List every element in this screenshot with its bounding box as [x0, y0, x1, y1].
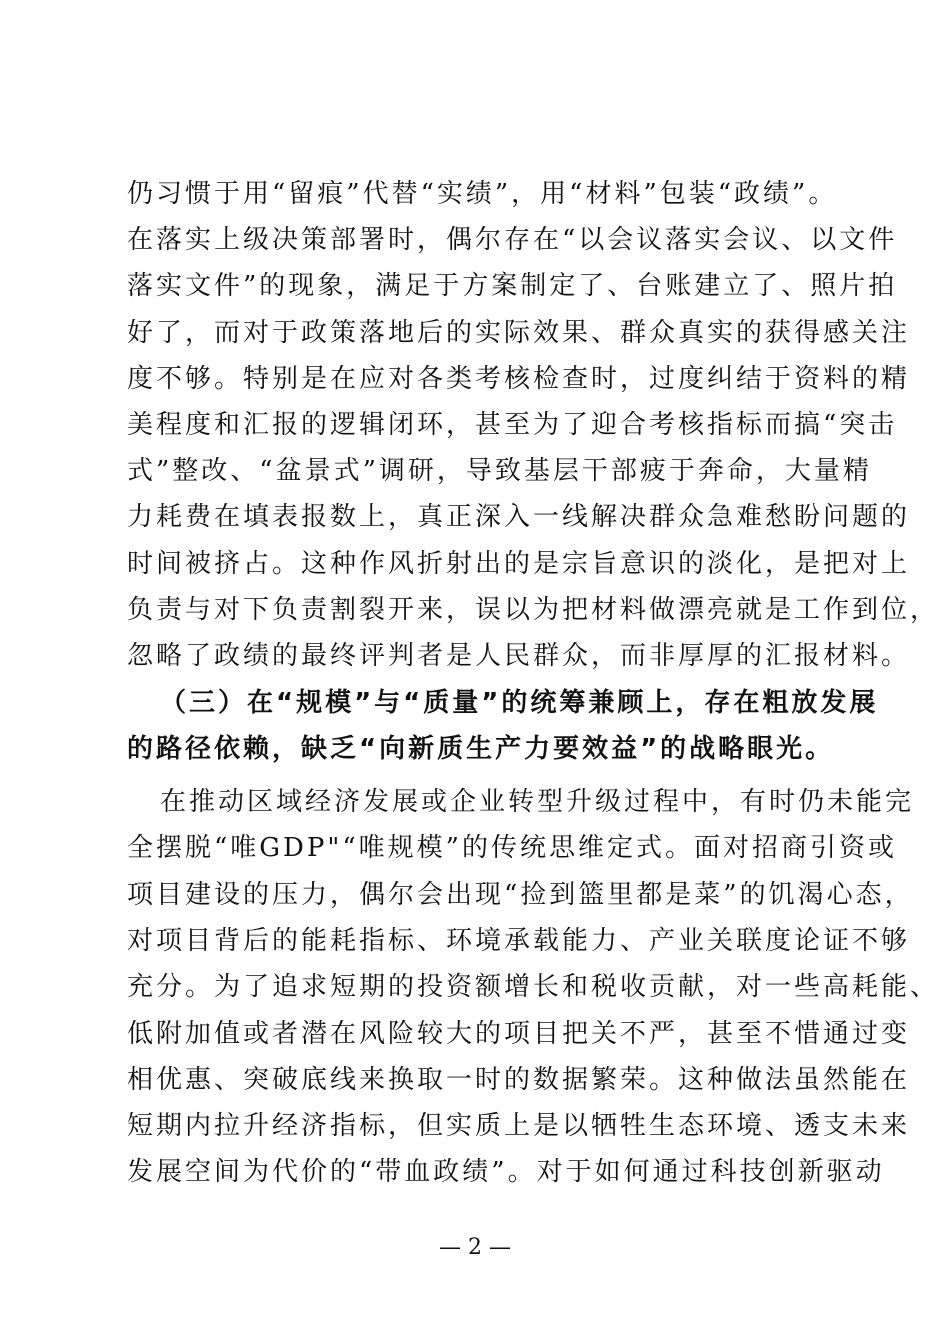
text-line: 负责与对下负责割裂开来，误以为把材料做漂亮就是工作到位， [127, 595, 940, 625]
text-line: 度不够。特别是在应对各类考核检查时，过度纠结于资料的精 [127, 364, 911, 394]
section-heading-line: 的路径依赖，缺乏“向新质生产力要效益”的战略眼光。 [127, 734, 835, 764]
text-line: 在落实上级决策部署时，偶尔存在“以会议落实会议、以文件 [127, 225, 898, 255]
text-line: 相优惠、突破底线来换取一时的数据繁荣。这种做法虽然能在 [127, 1065, 911, 1095]
text-line: 落实文件”的现象，满足于方案制定了、台账建立了、照片拍 [127, 271, 898, 301]
text-line: 好了，而对于政策落地后的实际效果、群众真实的获得感关注 [127, 318, 911, 348]
text-line: 发展空间为代价的“带血政绩”。对于如何通过科技创新驱动 [127, 1157, 885, 1187]
text-line: 仍习惯于用“留痕”代替“实绩”，用“材料”包装“政绩”。 [127, 179, 838, 209]
text-line: 美程度和汇报的逻辑闭环，甚至为了迎合考核指标而搞“突击 [127, 410, 898, 440]
text-line: 项目建设的压力，偶尔会出现“捡到篮里都是菜”的饥渴心态， [127, 880, 914, 910]
text-line: 忽略了政绩的最终评判者是人民群众，而非厚厚的汇报材料。 [127, 641, 911, 671]
text-line: 在推动区域经济发展或企业转型升级过程中，有时仍未能完 [160, 787, 915, 817]
page-number: — 2 — [439, 1235, 511, 1260]
text-line: 低附加值或者潜在风险较大的项目把关不严，甚至不惜通过变 [127, 1019, 911, 1049]
text-line: 力耗费在填表报数上，真正深入一线解决群众急难愁盼问题的 [127, 502, 911, 532]
text-line: 式”整改、“盆景式”调研，导致基层干部疲于奔命，大量精 [127, 456, 872, 486]
text-line: 充分。为了追求短期的投资额增长和税收贡献，对一些高耗能、 [127, 972, 940, 1002]
text-line: 时间被挤占。这种作风折射出的是宗旨意识的淡化，是把对上 [127, 549, 911, 579]
section-heading-line: （三）在“规模”与“质量”的统筹兼顾上，存在粗放发展 [160, 688, 879, 718]
text-line: 短期内拉升经济指标，但实质上是以牺牲生态环境、透支未来 [127, 1111, 911, 1141]
text-line: 全摆脱“唯GDP"“唯规模”的传统思维定式。面对招商引资或 [127, 833, 897, 863]
text-line: 对项目背后的能耗指标、环境承载能力、产业关联度论证不够 [127, 926, 911, 956]
